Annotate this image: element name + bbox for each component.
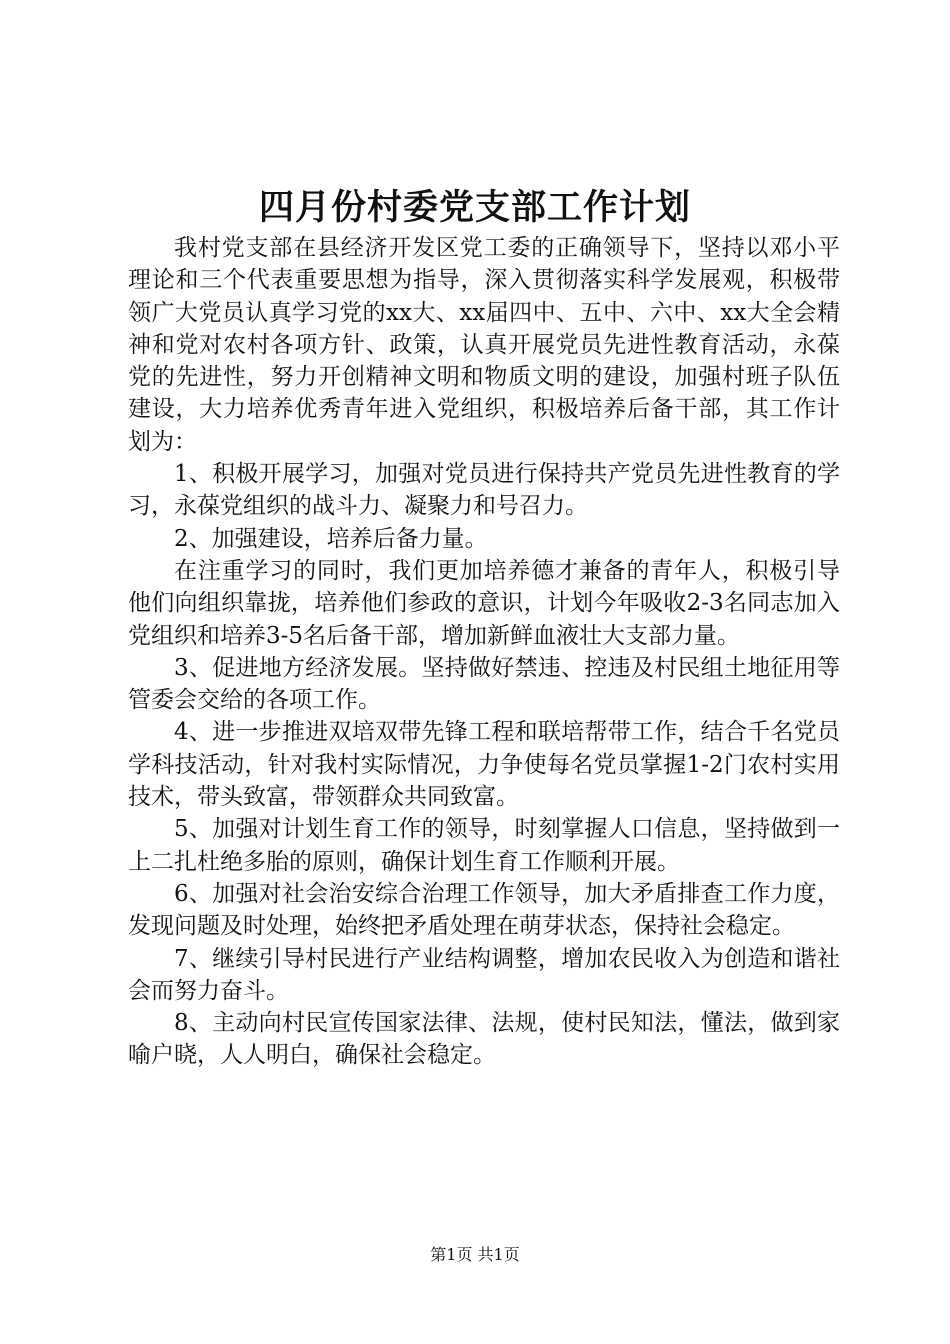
plan-item-4: 4、进一步推进双培双带先锋工程和联培帮带工作，结合千名党员学科技活动，针对我村实际情况，力争使每名党员掌握1-2门农村实用技术，带头致富，带领群众共同致富。 bbox=[128, 719, 840, 811]
plan-item-3: 3、促进地方经济发展。坚持做好禁违、控违及村民组土地征用等管委会交给的各项工作。 bbox=[128, 654, 840, 714]
page-number-footer: 第1页 共1页 bbox=[430, 1245, 520, 1264]
plan-item-2: 2、加强建设，培养后备力量。 bbox=[174, 525, 488, 552]
plan-item-8: 8、主动向村民宣传国家法律、法规，使村民知法，懂法，做到家喻户晓，人人明白，确保社会稳定。 bbox=[128, 1010, 840, 1069]
plan-item-6: 6、加强对社会治安综合治理工作领导，加大矛盾排查工作力度，发现问题及时处理，始终把矛盾处理在萌芽状态，保持社会稳定。 bbox=[128, 880, 840, 940]
plan-item-5: 5、加强对计划生育工作的领导，时刻掌握人口信息，坚持做到一上二扎杜绝多胎的原则，确保计划生育工作顺利开展。 bbox=[128, 816, 840, 875]
plan-item-7: 7、继续引导村民进行产业结构调整，增加农民收入为创造和谐社会而努力奋斗。 bbox=[128, 945, 840, 1004]
plan-item-1: 1、积极开展学习，加强对党员进行保持共产党员先进性教育的学习，永葆党组织的战斗力、凝聚力和号召力。 bbox=[128, 461, 840, 520]
document-title: 四月份村委党支部工作计划 bbox=[258, 187, 691, 228]
intro-paragraph: 我村党支部在县经济开发区党工委的正确领导下，坚持以邓小平理论和三个代表重要思想为指导，深入贯彻落实科学发展观，积极带领广大党员认真学习党的xx大、xx届四中、五中、六中、xx大全会精神和党对农村各项方针、政策，认真开展党员先进性教育活动，永葆党的先进性，努力开创精神文明和物质文明的建设，加强村班子队伍建设，大力培养优秀青年进入党组织，积极培养后备干部，其工作计划为： bbox=[128, 235, 840, 455]
document-body bbox=[128, 232, 840, 1072]
plan-item-2-detail: 在注重学习的同时，我们更加培养德才兼备的青年人，积极引导他们向组织靠拢，培养他们参政的意识，计划今年吸收2-3名同志加入党组织和培养3-5名后备干部，增加新鲜血液壮大支部力量。 bbox=[128, 557, 840, 649]
